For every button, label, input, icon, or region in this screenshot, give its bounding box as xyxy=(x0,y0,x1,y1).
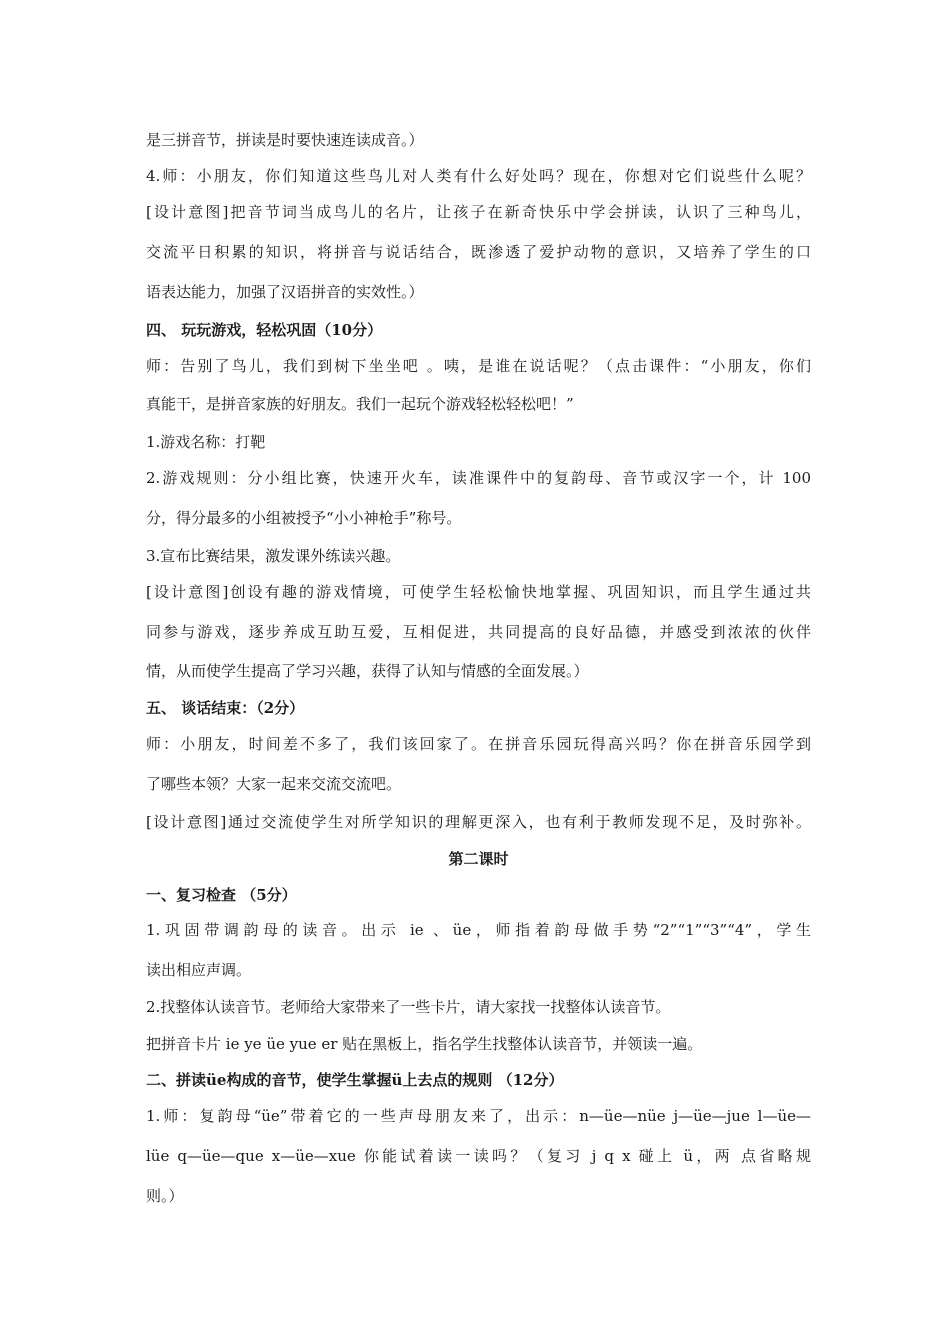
paragraph-line: 则。） xyxy=(146,1187,184,1205)
paragraph-line: 师：告别了鸟儿，我们到树下坐坐吧 。咦，是谁在说话呢？（点击课件：“小朋友，你们 xyxy=(146,357,811,375)
section-heading: 五、 谈话结束：（2分） xyxy=(146,699,305,717)
paragraph-line: 读出相应声调。 xyxy=(146,961,252,979)
section-heading: 一、复习检查 （5分） xyxy=(146,886,297,904)
paragraph-line: 1.巩固带调韵母的读音。出示 ie 、üe，师指着韵母做手势“2”“1”“3”“4”，学生 xyxy=(146,921,811,939)
lesson-title: 第二课时 xyxy=(448,850,509,868)
paragraph-line: lüe q—üe—que x—üe—xue 你能试着读一读吗？（复习 j q x 碰上 ü，两 点省略规 xyxy=(146,1147,811,1165)
paragraph-line: 4.师：小朋友，你们知道这些鸟儿对人类有什么好处吗？现在，你想对它们说些什么呢？ xyxy=(146,167,811,185)
section-heading: 四、 玩玩游戏，轻松巩固（10分） xyxy=(146,321,383,339)
paragraph-line: 是三拼音节，拼读是时要快速连读成音。） xyxy=(146,131,424,149)
paragraph-line: 把拼音卡片 ie ye üe yue er 贴在黑板上，指名学生找整体认读音节，并领读一遍。 xyxy=(146,1035,703,1053)
paragraph-line: 3.宣布比赛结果，激发课外练读兴趣。 xyxy=(146,547,401,565)
paragraph-line: 2.游戏规则：分小组比赛，快速开火车，读准课件中的复韵母、音节或汉字一个，计 100 xyxy=(146,469,811,487)
paragraph-line: [设计意图]创设有趣的游戏情境，可使学生轻松愉快地掌握、巩固知识，而且学生通过共 xyxy=(146,583,811,601)
paragraph-line: 了哪些本领？大家一起来交流交流吧。 xyxy=(146,775,402,793)
paragraph-line: 1.师：复韵母“üe”带着它的一些声母朋友来了，出示：n—üe—nüe j—üe—jue l—üe— xyxy=(146,1107,811,1125)
paragraph-line: 同参与游戏，逐步养成互助互爱，互相促进，共同提高的良好品德，并感受到浓浓的伙伴 xyxy=(146,623,811,641)
paragraph-line: 2.找整体认读音节。老师给大家带来了一些卡片，请大家找一找整体认读音节。 xyxy=(146,998,671,1016)
section-heading: 二、拼读üe构成的音节，使学生掌握ü上去点的规则 （12分） xyxy=(146,1071,564,1089)
paragraph-line: 情，从而使学生提高了学习兴趣，获得了认知与情感的全面发展。） xyxy=(146,662,589,680)
paragraph-line: [设计意图]把音节词当成鸟儿的名片，让孩子在新奇快乐中学会拼读，认识了三种鸟儿， xyxy=(146,203,811,221)
paragraph-line: 真能干，是拼音家族的好朋友。我们一起玩个游戏轻松轻松吧！” xyxy=(146,395,574,413)
paragraph-line: 语表达能力，加强了汉语拼音的实效性。） xyxy=(146,283,424,301)
paragraph-line: 师：小朋友，时间差不多了，我们该回家了。在拼音乐园玩得高兴吗？你在拼音乐园学到 xyxy=(146,735,811,753)
paragraph-line: 1.游戏名称：打靶 xyxy=(146,433,266,451)
paragraph-line: [设计意图]通过交流使学生对所学知识的理解更深入，也有利于教师发现不足，及时弥补。 xyxy=(146,813,811,831)
paragraph-line: 分，得分最多的小组被授予“小小神枪手”称号。 xyxy=(146,509,462,527)
paragraph-line: 交流平日积累的知识，将拼音与说话结合，既渗透了爱护动物的意识，又培养了学生的口 xyxy=(146,243,811,261)
